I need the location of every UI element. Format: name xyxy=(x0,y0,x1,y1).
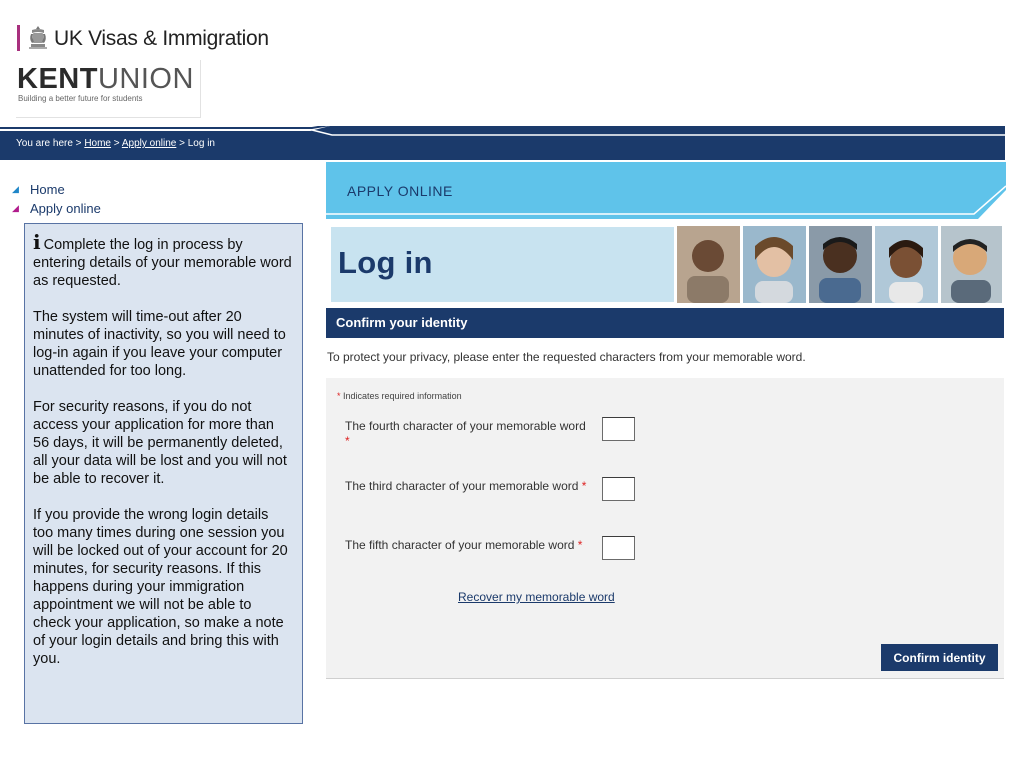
breadcrumb xyxy=(16,138,215,149)
required-note-text: Indicates required information xyxy=(343,391,462,401)
nav-item-label: Apply online xyxy=(30,201,101,216)
nav-item-label: Home xyxy=(30,182,65,197)
brand-accent-bar xyxy=(17,25,20,51)
help-paragraph: If you provide the wrong login details too many times during one session you will be locked out of your account for 20 minutes, for security reasons. If this happens during your immigration appointment we will not be able to check your application, so make a note of your login details and bring this with you. xyxy=(33,507,288,667)
help-info-box xyxy=(24,223,303,724)
field-label-fourth xyxy=(345,419,590,449)
help-paragraph xyxy=(33,230,292,290)
breadcrumb-prefix: You are here > xyxy=(16,138,82,149)
partner-tagline: Building a better future for students xyxy=(18,94,143,103)
recover-memorable-word-link[interactable]: Recover my memorable word xyxy=(458,590,615,604)
section-banner-label: APPLY ONLINE xyxy=(347,183,453,199)
help-text: Complete the log in process by entering details of your memorable word as requested. xyxy=(33,237,292,289)
breadcrumb-separator: > xyxy=(113,138,120,149)
partner-logo-light: UNION xyxy=(97,63,194,95)
field-label-third xyxy=(345,479,590,494)
fifth-character-input[interactable] xyxy=(602,536,635,560)
required-note xyxy=(337,391,462,401)
arrow-down-right-icon: ◢ xyxy=(12,203,19,213)
help-paragraph: For security reasons, if you do not access your application for more than 56 days, it will be permanently deleted, all your data will be lost and you will not be able to recover it. xyxy=(33,399,287,487)
partner-logo-bold: KENT xyxy=(17,63,98,95)
breadcrumb-separator: > xyxy=(179,138,185,149)
field-label-fifth xyxy=(345,538,590,553)
portrait xyxy=(809,226,872,303)
partner-logo-box xyxy=(16,60,201,118)
portrait xyxy=(875,226,938,303)
nav-item-home[interactable] xyxy=(12,180,101,199)
required-star-icon: * xyxy=(345,434,350,448)
help-paragraph: The system will time-out after 20 minutes of inactivity, so you will need to log-in again if you leave your computer unattended for too long. xyxy=(33,309,286,379)
people-photo-strip xyxy=(677,226,1002,303)
portrait xyxy=(941,226,1002,303)
intro-text: To protect your privacy, please enter the requested characters from your memorable word. xyxy=(327,350,806,364)
required-star-icon: * xyxy=(577,538,583,552)
field-label-text: The fourth character of your memorable word xyxy=(345,419,586,433)
brand-name: UK Visas & Immigration xyxy=(54,27,269,50)
left-nav xyxy=(12,180,101,218)
confirm-identity-button[interactable]: Confirm identity xyxy=(881,644,998,671)
field-label-text: The fifth character of your memorable word xyxy=(345,538,575,552)
fourth-character-input[interactable] xyxy=(602,417,635,441)
page-title: Log in xyxy=(338,245,433,280)
nav-item-apply-online[interactable] xyxy=(12,199,101,218)
arrow-down-right-icon: ◢ xyxy=(12,184,19,194)
required-star-icon: * xyxy=(337,391,341,401)
portrait xyxy=(743,226,806,303)
breadcrumb-home-link[interactable]: Home xyxy=(84,138,111,149)
confirm-identity-heading: Confirm your identity xyxy=(326,308,1004,338)
partner-logo xyxy=(17,64,194,94)
third-character-input[interactable] xyxy=(602,477,635,501)
portrait xyxy=(677,226,740,303)
field-label-text: The third character of your memorable word xyxy=(345,479,579,493)
required-star-icon: * xyxy=(581,479,587,493)
info-icon: i xyxy=(33,230,41,254)
breadcrumb-apply-link[interactable]: Apply online xyxy=(121,138,177,149)
royal-crest-icon xyxy=(28,25,48,51)
breadcrumb-current: Log in xyxy=(187,138,215,149)
